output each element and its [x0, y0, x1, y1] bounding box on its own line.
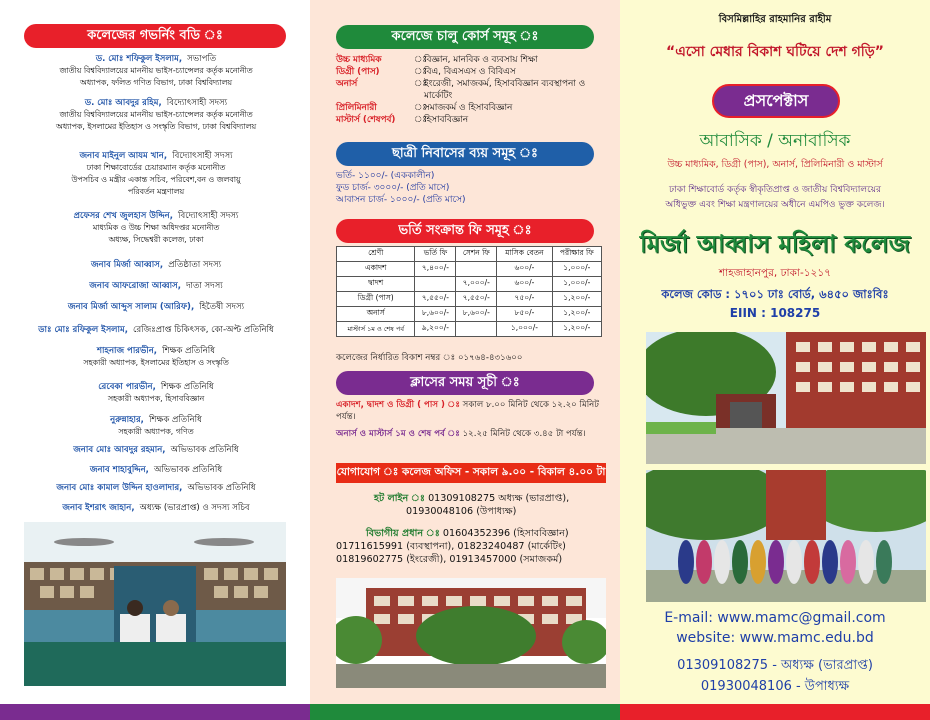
- member: [14, 461, 298, 476]
- member-description: ঢাকা শিক্ষাবোর্ডের চেয়ারম্যান কর্তৃক মনোনীত: [86, 163, 226, 172]
- member-role: হিতৈষী সদস্য: [199, 302, 245, 312]
- member-role: শিক্ষক প্রতিনিধি: [148, 415, 202, 425]
- eiin-number: EIIN : 108275: [729, 306, 821, 320]
- fee-value-cell: [456, 322, 497, 337]
- member-name: প্রফেসর শেখ জুলহাস উদ্দিন,: [73, 211, 173, 221]
- fee-value-cell: ৭,৫৫০/-: [415, 292, 456, 307]
- hotline-1: 01309108275 অধ্যক্ষ (ভারপ্রাপ্ত),: [428, 493, 570, 504]
- hostel-accommodation: আবাসন চার্জ- ১০০০/- (প্রতি মাসে): [336, 195, 466, 205]
- member-role: বিদ্যোৎসাহী সদস্য: [166, 98, 228, 108]
- member-role: বিদ্যোৎসাহী সদস্য: [172, 151, 233, 161]
- hostel-header: [336, 142, 594, 166]
- member-description: সহকারী অধ্যাপক, ইসলামের ইতিহাস ও সংস্কৃতি: [83, 358, 229, 367]
- students-photo: [646, 470, 926, 602]
- cover-panel: [620, 0, 930, 704]
- fee-column-header: ভর্তি ফি: [415, 247, 456, 262]
- course-level: প্রিলিমিনারী: [336, 103, 377, 113]
- member-name: জনাব মোঃ কামাল উদ্দিন হাওলাদার,: [56, 483, 183, 493]
- fee-class-cell: মাস্টার্স ১ম ও শেষ পর্ব: [337, 322, 415, 337]
- member-description: জাতীয় বিশ্ববিদ্যালয়ের মাননীয় ভাইস-চ্যান্সেলর কর্তৃক মনোনীত: [59, 66, 253, 75]
- slogan: “এসো মেধার বিকাশ ঘটিয়ে দেশ গড়ি”: [666, 44, 884, 60]
- fee-value-cell: ৯,২০০/-: [415, 322, 456, 337]
- affiliation-line-2: অধিভুক্ত এবং শিক্ষা মন্ত্রণালয়ের অধীনে এমপিও ভুক্ত কলেজ।: [665, 200, 885, 210]
- member: [14, 94, 298, 133]
- governing-body-header: [24, 24, 286, 48]
- color-bar-purple: [0, 704, 310, 720]
- course-subjects: ইংরেজী, সমাজকর্ম, হিসাববিজ্ঞান ব্যবস্থাপনা ও মার্কেটিং: [424, 79, 586, 101]
- bkash-number: কলেজের নির্ধারিত বিকাশ নম্বর ঃ ০১৭৬৪-৪৩১৬০০: [336, 353, 523, 363]
- member-role: অভিভাবক প্রতিনিধি: [153, 465, 223, 475]
- member-name: জনাব মোঃ আবদুর রহমান,: [73, 445, 166, 455]
- fee-value-cell: ৮,৬০০/-: [415, 307, 456, 322]
- member-name: ডাঃ মোঃ রফিকুল ইসলাম,: [38, 325, 128, 335]
- member-description: সহকারী অধ্যাপক, গণিত: [118, 427, 194, 436]
- campus-gate-photo: [646, 332, 926, 464]
- fee-value-cell: ৭,০০০/-: [456, 277, 497, 292]
- member-description: পরিবর্তন মন্ত্রণালয়: [127, 187, 185, 196]
- course-level: অনার্স: [336, 79, 358, 89]
- member: [14, 499, 298, 514]
- member-name: জনাব মির্জা আব্দুস সালাম (আরিফ),: [67, 302, 195, 312]
- fee-table-header-row: [337, 247, 602, 262]
- table-row: [337, 292, 602, 307]
- website: website: www.mamc.edu.bd: [676, 630, 874, 646]
- member-description: অধ্যাপক, ইসলামের ইতিহাস ও সংস্কৃতি বিভাগ, ঢাকা বিশ্ববিদ্যালয়: [55, 122, 257, 131]
- fee-value-cell: ৭,৫৫০/-: [456, 292, 497, 307]
- course-separator: ঃ: [414, 67, 427, 77]
- hostel-food: ফুড চার্জ- ৩০০০/- (প্রতি মাসে): [336, 183, 450, 193]
- table-row: [337, 307, 602, 322]
- member: [14, 207, 298, 246]
- member-name: ড. মোঃ শফিকুল ইসলাম,: [95, 54, 183, 64]
- course-level: মাস্টার্স (শেষপর্ব): [336, 115, 396, 125]
- fee-table: [336, 246, 602, 337]
- fee-value-cell: ১,০০০/-: [497, 322, 552, 337]
- course-row: [336, 54, 600, 66]
- hostel-admission: ভর্তি- ১১০০/- (এককালীন): [336, 171, 435, 181]
- hotline-2: 01930048106 (উপাধ্যক্ষ): [406, 506, 517, 517]
- schedule-2: [336, 428, 606, 440]
- prospectus-text: প্রসপেক্টাস: [743, 90, 809, 110]
- library-photo: [24, 522, 286, 686]
- fee-value-cell: ১,০০০/-: [552, 262, 601, 277]
- course-row: [336, 102, 600, 114]
- member-role: বিদ্যোৎসাহী সদস্য: [178, 211, 239, 221]
- table-row: [337, 262, 602, 277]
- course-row: [336, 114, 600, 126]
- schedule-1: [336, 399, 606, 423]
- course-subjects: সমাজকর্ম ও হিসাববিজ্ঞান: [424, 103, 513, 113]
- member-name: ড. মোঃ আবদুর রহিম,: [84, 98, 162, 108]
- courses-header: [336, 25, 594, 49]
- schedule-title: ক্লাসের সময় সূচী ঃ: [410, 374, 520, 390]
- course-separator: ঃ: [414, 103, 427, 113]
- fee-value-cell: ৮,৬০০/-: [456, 307, 497, 322]
- office-hours-text: যোগাযোগ ঃ কলেজ অফিস - সকাল ৯.০০ - বিকাল ৪.০০ টা: [336, 465, 606, 478]
- member-name: জনাব শাহাবুদ্দিন,: [89, 465, 149, 475]
- fee-value-cell: ৬০০/-: [497, 277, 552, 292]
- member-name: জনাব ইশরাৎ জাহান,: [62, 503, 135, 513]
- color-bar-green: [310, 704, 620, 720]
- fee-class-cell: ডিগ্রী (পাস): [337, 292, 415, 307]
- course-level: উচ্চ মাধ্যমিক: [336, 55, 382, 65]
- phone-vice-principal: 01930048106 - উপাধ্যক্ষ: [700, 679, 850, 694]
- color-bar-red: [620, 704, 930, 720]
- member: [14, 256, 298, 271]
- course-levels: উচ্চ মাধ্যমিক, ডিগ্রী (পাস), অনার্স, প্রিলিমিনারী ও মাস্টার্স: [667, 159, 883, 170]
- member-role: অভিভাবক প্রতিনিধি: [170, 445, 239, 455]
- fee-value-cell: ৭৫০/-: [497, 292, 552, 307]
- schedule-1-label: একাদশ, দ্বাদশ ও ডিগ্রী ( পাস ) ঃ: [336, 400, 460, 410]
- member-description: মাধ্যমিক ও উচ্চ শিক্ষা অধিদপ্তর মনোনীত: [92, 223, 220, 232]
- fee-header: [336, 219, 594, 243]
- member-name: জনাব মির্জা আব্বাস,: [90, 260, 164, 270]
- member: [14, 479, 298, 494]
- fee-column-header: শ্রেণী: [337, 247, 415, 262]
- course-row: [336, 66, 600, 78]
- hostel-costs: [336, 170, 466, 206]
- course-separator: ঃ: [414, 115, 427, 125]
- dept-label: বিভাগীয় প্রধান ঃ: [366, 528, 440, 539]
- member-role: শিক্ষক প্রতিনিধি: [160, 382, 214, 392]
- fee-value-cell: ১,২০০/-: [552, 292, 601, 307]
- member: [14, 50, 298, 89]
- member: [14, 378, 298, 405]
- course-separator: ঃ: [414, 79, 427, 89]
- member: [14, 298, 298, 313]
- fee-value-cell: [415, 277, 456, 292]
- member: [14, 342, 298, 369]
- table-row: [337, 277, 602, 292]
- hostel-title: ছাত্রী নিবাসের ব্যয় সমূহ ঃ: [392, 145, 538, 161]
- email: E-mail: www.mamc@gmail.com: [664, 610, 886, 626]
- member-role: রেজিঃপ্রাপ্ত চিকিৎসক, কো-অপ্ট প্রতিনিধি: [133, 325, 274, 335]
- fee-value-cell: ৮৫০/-: [497, 307, 552, 322]
- college-code: কলেজ কোড : ১৭০১ ঢাঃ বোর্ড, ৬৪৫০ জাঃবিঃ: [661, 287, 889, 301]
- member-role: শিক্ষক প্রতিনিধি: [162, 346, 215, 356]
- member: [14, 147, 298, 198]
- college-building-photo: [336, 578, 606, 688]
- fee-value-cell: ১,২০০/-: [552, 322, 601, 337]
- fee-value-cell: ৬০০/-: [497, 262, 552, 277]
- member: [14, 277, 298, 292]
- fee-value-cell: ১,০০০/-: [552, 277, 601, 292]
- fee-title: ভর্তি সংক্রান্ত ফি সমূহ ঃ: [398, 222, 532, 238]
- department-heads: [336, 527, 620, 566]
- member: [14, 321, 298, 336]
- schedule-header: [336, 371, 594, 395]
- fee-column-header: সেশন ফি: [456, 247, 497, 262]
- fee-class-cell: দ্বাদশ: [337, 277, 415, 292]
- fee-value-cell: ৭,৪০০/-: [415, 262, 456, 277]
- affiliation-line-1: ঢাকা শিক্ষাবোর্ড কর্তৃক স্বীকৃতিপ্রাপ্ত ও জাতীয় বিশ্ববিদ্যালয়ের: [669, 185, 881, 195]
- member-role: অভিভাবক প্রতিনিধি: [187, 483, 256, 493]
- fee-value-cell: [456, 262, 497, 277]
- member-name: রেবেকা পারভীন,: [98, 382, 156, 392]
- member-name: শাহনাজ পারভীন,: [97, 346, 158, 356]
- member-name: নুরুন্নাহার,: [110, 415, 144, 425]
- member-role: সভাপতি: [187, 54, 217, 64]
- course-separator: ঃ: [414, 55, 427, 65]
- fee-column-header: মাসিক বেতন: [497, 247, 552, 262]
- course-row: [336, 78, 600, 102]
- office-hours-bar: [336, 463, 606, 483]
- hotline: [374, 492, 620, 518]
- schedule-2-text: ১২.২৫ মিনিট থেকে ৩.৪৫ টা পর্যন্ত।: [462, 429, 586, 439]
- dept-1: 01604352396 (হিসাববিজ্ঞান): [442, 528, 569, 539]
- residential-status: আবাসিক / অনাবাসিক: [699, 131, 851, 151]
- member-role: প্রতিষ্ঠাতা সদস্য: [168, 260, 222, 270]
- course-subjects: বিএ, বিএসএস ও বিবিএস: [424, 67, 516, 77]
- phone-principal: 01309108275 - অধ্যক্ষ (ভারপ্রাপ্ত): [677, 658, 873, 673]
- member-description: অধ্যাপক, ফলিত গণিত বিভাগ, ঢাকা বিশ্ববিদ্যালয়: [80, 78, 232, 87]
- dept-2: 01711615991 (ব্যবস্থাপনা), 01823240487 (মার্কেটিং): [336, 541, 566, 552]
- dept-3: 01819602775 (ইংরেজী), 01913457000 (সমাজকর্ম): [336, 554, 563, 565]
- member-description: উপসচিব ও মন্ত্রীর একান্ত সচিব, পরিবেশ,বন ও জলবায়ু: [71, 175, 241, 184]
- governing-body-title: কলেজের গভর্নিং বডি ঃ: [87, 27, 223, 43]
- member-name: জনাব আফরোজা আব্বাস,: [89, 281, 181, 291]
- course-subjects: হিসাববিজ্ঞান: [424, 115, 469, 125]
- courses-panel: [310, 0, 620, 704]
- courses-title: কলেজে চালু কোর্স সমূহ ঃ: [391, 28, 539, 44]
- fee-class-cell: একাদশ: [337, 262, 415, 277]
- college-address: শাহজাহানপুর, ঢাকা-১২১৭: [718, 267, 832, 279]
- member-description: জাতীয় বিশ্ববিদ্যালয়ের মাননীয় ভাইস-চ্যান্সেলর কর্তৃক মনোনীত: [59, 110, 253, 119]
- college-name: মির্জা আব্বাস মহিলা কলেজ: [639, 230, 911, 258]
- fee-value-cell: ১,২০০/-: [552, 307, 601, 322]
- member-description: অধ্যক্ষ, সিদ্ধেশ্বরী কলেজ, ঢাকা: [108, 235, 204, 244]
- bismillah: বিসমিল্লাহির রাহমানির রাহীম: [718, 14, 832, 25]
- member-description: সহকারী অধ্যাপক, হিসাববিজ্ঞান: [107, 394, 205, 403]
- schedule-1-text: সকাল ৮.০০ মিনিট থেকে ১২.২০ মিনিট পর্যন্ত।: [336, 400, 599, 422]
- prospectus-badge: [712, 84, 840, 118]
- member: [14, 411, 298, 438]
- member-name: জনাব মাইনুল আযম খান,: [79, 151, 168, 161]
- member-role: অধ্যক্ষ (ভারপ্রাপ্ত) ও সদস্য সচিব: [139, 503, 250, 513]
- member: [14, 441, 298, 456]
- hotline-label: হট লাইন ঃ: [374, 493, 426, 504]
- table-row: [337, 322, 602, 337]
- fee-class-cell: অনার্স: [337, 307, 415, 322]
- course-list: [336, 54, 600, 126]
- color-bars: [0, 704, 930, 720]
- schedule-2-label: অনার্স ও মাস্টার্স ১ম ও শেষ পর্ব ঃ: [336, 429, 460, 439]
- fee-column-header: পরীক্ষার ফি: [552, 247, 601, 262]
- member-role: দাতা সদস্য: [186, 281, 223, 291]
- course-subjects: বিজ্ঞান, মানবিক ও ব্যবসায় শিক্ষা: [424, 55, 538, 65]
- course-level: ডিগ্রী (পাস): [336, 67, 380, 77]
- governing-body-panel: [0, 0, 310, 704]
